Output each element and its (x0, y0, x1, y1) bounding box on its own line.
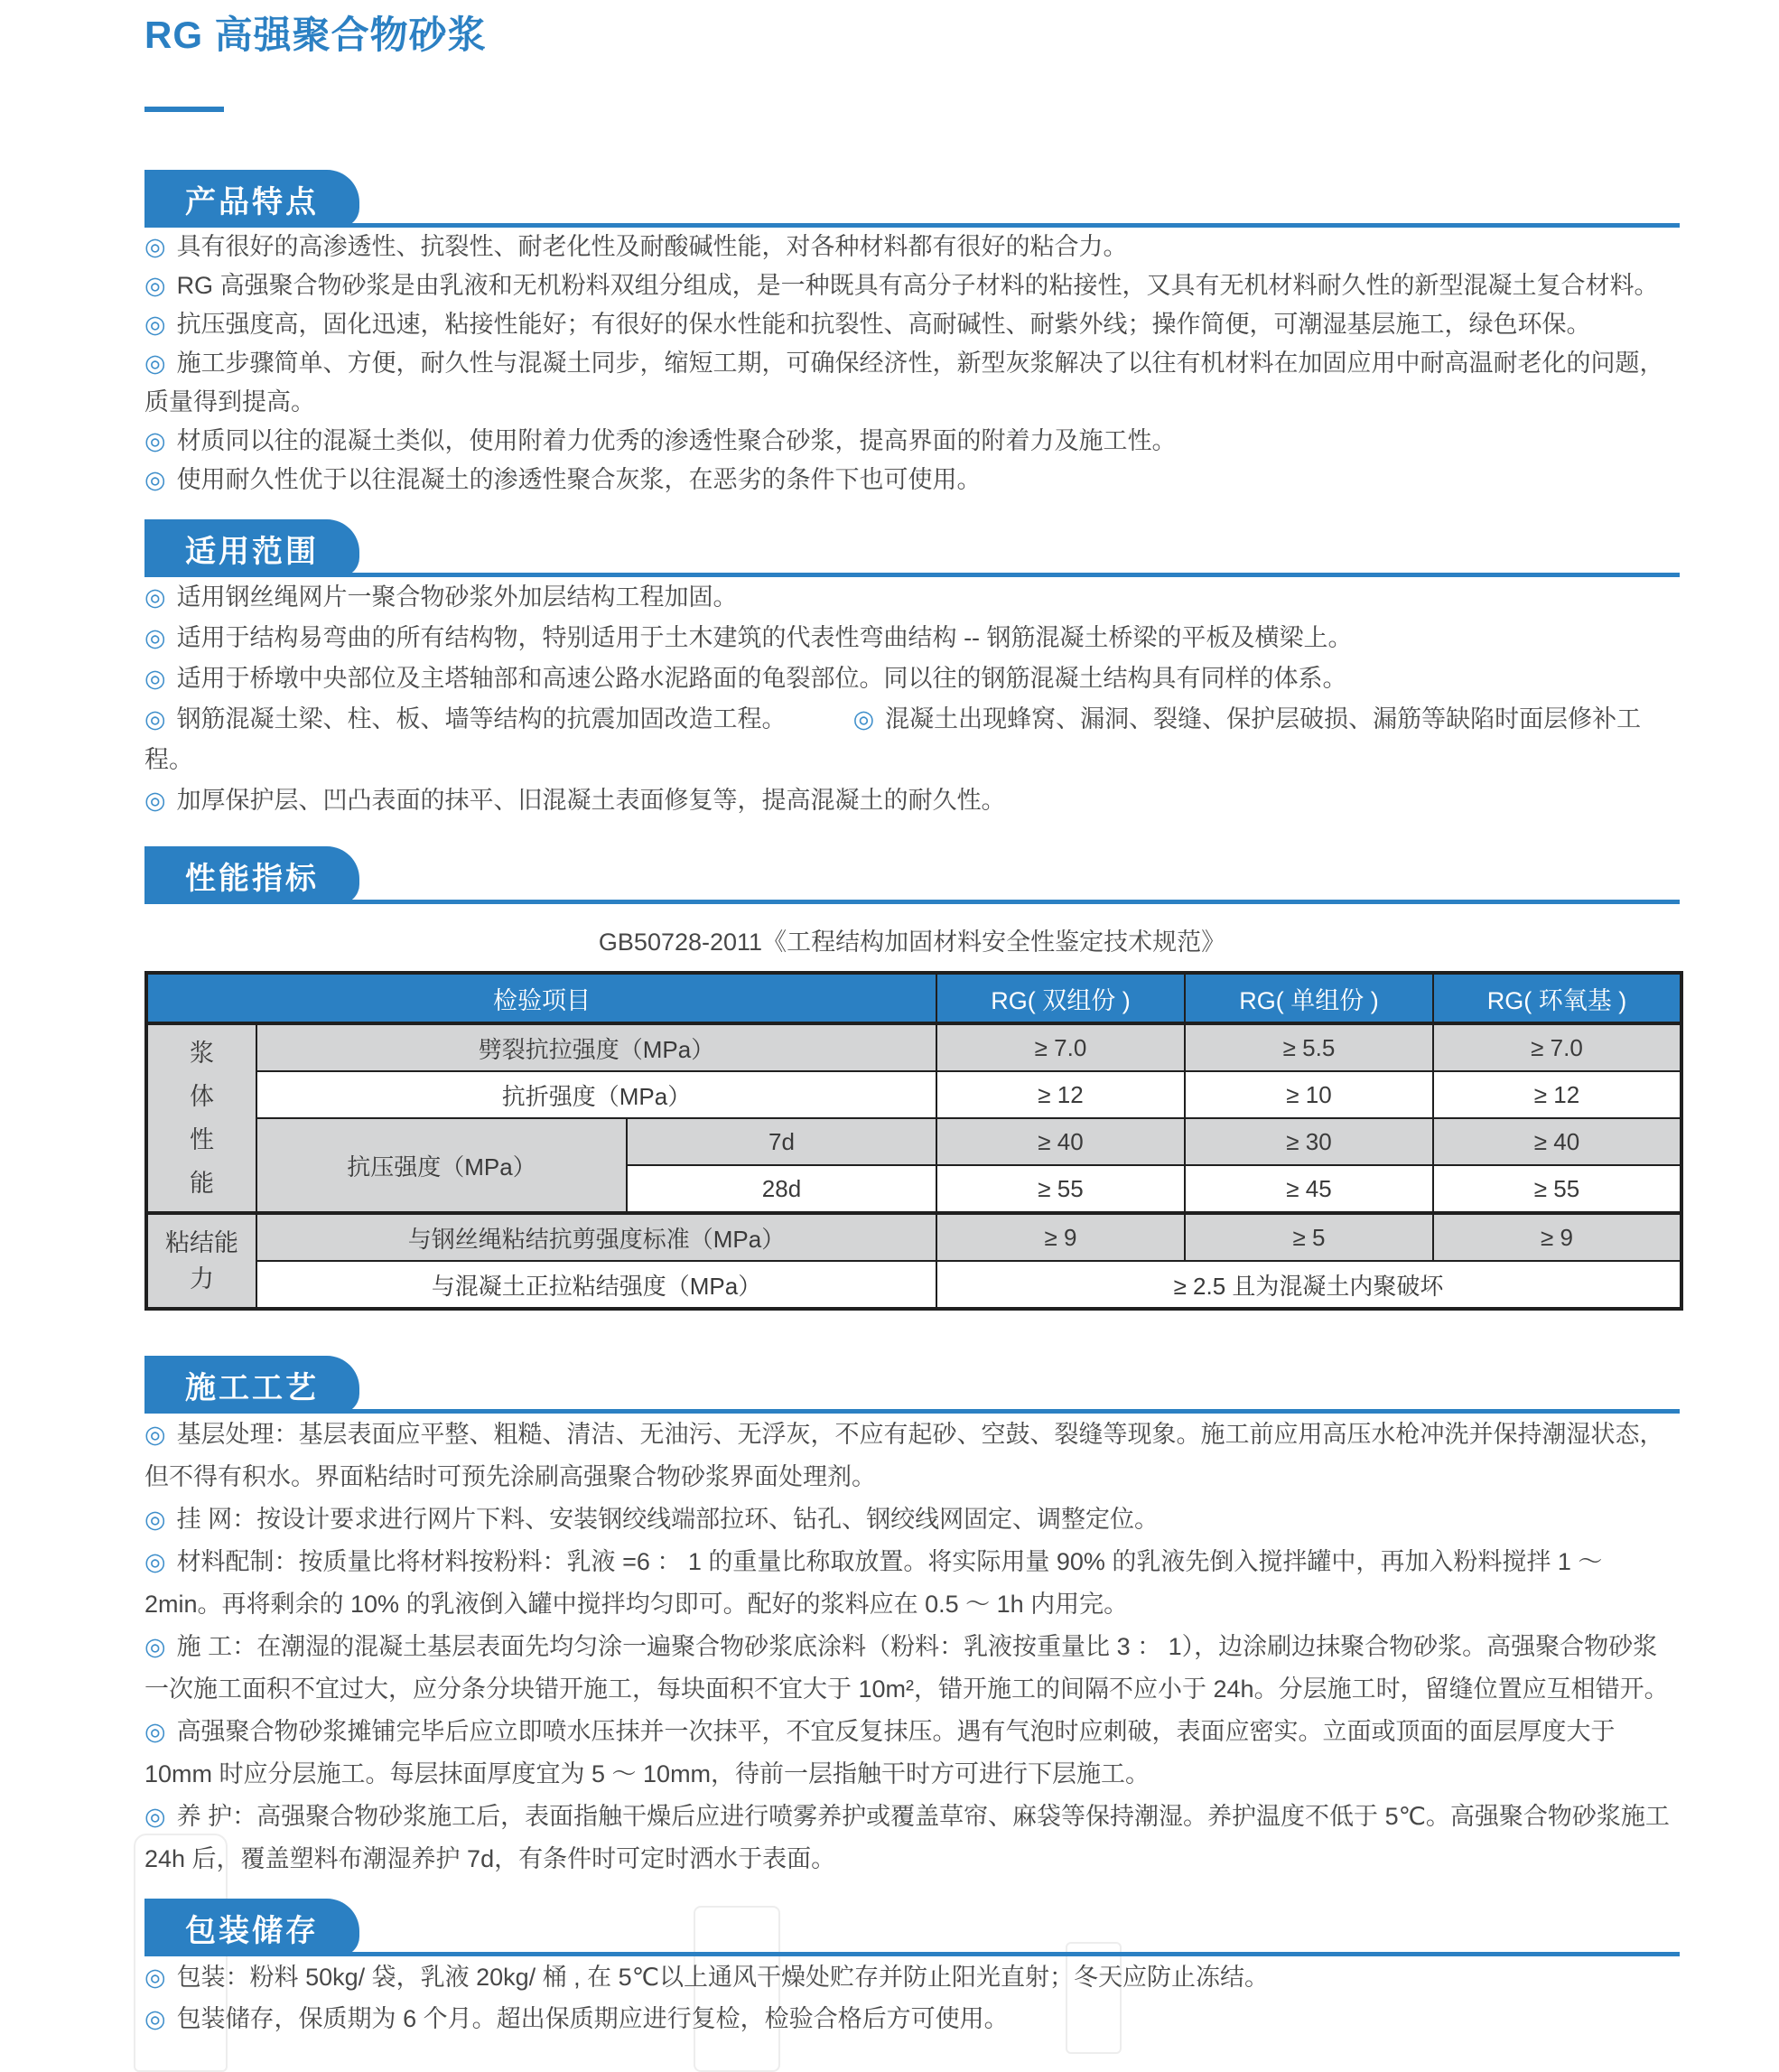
list-item (144, 266, 1680, 305)
item-cell: 与钢丝绳粘结抗剪强度标准（MPa） (256, 1213, 936, 1261)
bullet-text: 包装储存，保质期为 6 个月。超出保质期应进行复检，检验合格后方可使用。 (176, 2005, 1009, 2032)
section-scope (144, 519, 1680, 821)
bullet-text: 施 工：在潮湿的混凝土基层表面先均匀涂一遍聚合物砂浆底涂料（粉料：乳液按重量比 3 ： 1），边涂刷边抹聚合物砂浆。高强聚合物砂浆一次施工面积不宜过大，应分条分块错开施工，每块面积不宜大于 10m²，错开施工的间隔不应小于 24h。分层施工时，留缝位置应互相错开。 (144, 1633, 1669, 1703)
bullet-text: 材质同以往的混凝土类似，使用附着力优秀的渗透性聚合砂浆，提高界面的附着力及施工性。 (176, 427, 1177, 454)
list-item (144, 1498, 1680, 1541)
list-item (144, 699, 1680, 780)
list-item (144, 658, 1680, 699)
value-cell: ≥ 5 (1185, 1213, 1433, 1261)
section-header (144, 1356, 1680, 1414)
item-cell: 与混凝土正拉粘结强度（MPa） (256, 1261, 936, 1309)
list-item (144, 1414, 1680, 1498)
bullet-icon: ◎ (144, 1506, 166, 1533)
section-rule (144, 573, 1680, 577)
table-caption: GB50728-2011《工程结构加固材料安全性鉴定技术规范》 (598, 929, 1226, 956)
bullet-text: 养 护：高强聚合物砂浆施工后，表面指触干燥后应进行喷雾养护或覆盖草帘、麻袋等保持潮湿。养护温度不低于 5℃。高强聚合物砂浆施工 24h 后，覆盖塑料布潮湿养护 7d，有条件时可定时洒水于表面。 (144, 1803, 1670, 1872)
table-row (146, 1023, 1681, 1071)
list-item (144, 305, 1680, 344)
page-title: RG 高强聚合物砂浆 (144, 14, 487, 56)
list-item (144, 1998, 1680, 2039)
subitem-cell: 28d (627, 1165, 936, 1213)
value-cell: ≥ 7.0 (936, 1023, 1185, 1071)
value-cell: ≥ 55 (936, 1165, 1185, 1213)
section-tab-performance: 性能指标 (144, 846, 359, 904)
item-cell: 抗压强度（MPa） (256, 1118, 627, 1213)
bullet-icon: ◎ (144, 665, 166, 692)
list-item (144, 1541, 1680, 1626)
value-cell: ≥ 30 (1185, 1118, 1433, 1165)
section-header (144, 170, 1680, 228)
table-row (146, 1213, 1681, 1261)
bullet-text: 适用于结构易弯曲的所有结构物，特别适用于土木建筑的代表性弯曲结构 -- 钢筋混凝土桥梁的平板及横梁上。 (176, 624, 1353, 651)
section-header (144, 846, 1680, 904)
bullet-text: 施工步骤简单、方便，耐久性与混凝土同步，缩短工期，可确保经济性，新型灰浆解决了以往有机材料在加固应用中耐高温耐老化的问题，质量得到提高。 (144, 350, 1664, 415)
bullet-text: 基层处理：基层表面应平整、粗糙、清洁、无油污、无浮灰，不应有起砂、空鼓、裂缝等现象。施工前应用高压水枪冲洗并保持潮湿状态，但不得有积水。界面粘结时可预先涂刷高强聚合物砂浆界面处理剂。 (144, 1421, 1664, 1490)
bullet-text: RG 高强聚合物砂浆是由乳液和无机粉料双组分组成，是一种既具有高分子材料的粘接性，又具有无机材料耐久性的新型混凝土复合材料。 (176, 272, 1659, 299)
value-cell: ≥ 12 (1433, 1071, 1681, 1118)
list-item (144, 1956, 1680, 1998)
merged-value-cell: ≥ 2.5 且为混凝土内聚破坏 (936, 1261, 1681, 1309)
bullet-text: 高强聚合物砂浆摊铺完毕后应立即喷水压抹并一次抹平，不宜反复抹压。遇有气泡时应刺破，表面应密实。立面或顶面的面层厚度大于 10mm 时应分层施工。每层抹面厚度宜为 5 ～ 10mm，待前一层指触干时方可进行下层施工。 (144, 1718, 1616, 1787)
value-cell: ≥ 5.5 (1185, 1023, 1433, 1071)
header-cell-rg-double: RG( 双组份 ) (936, 973, 1185, 1023)
list-item (144, 1711, 1680, 1796)
bullet-icon: ◎ (144, 427, 166, 454)
group-cell-bonding (146, 1213, 256, 1309)
bullet-text: 加厚保护层、凹凸表面的抹平、旧混凝土表面修复等，提高混凝土的耐久性。 (176, 787, 1006, 814)
header-cell-item: 检验项目 (146, 973, 936, 1023)
bullet-text: 包装：粉料 50kg/ 袋，乳液 20kg/ 桶 , 在 5℃以上通风干燥处贮存并防止阳光直射；冬天应防止冻结。 (176, 1964, 1270, 1991)
bullet-icon: ◎ (144, 787, 166, 814)
table-row (146, 1118, 1681, 1165)
bullet-text: 具有很好的高渗透性、抗裂性、耐老化性及耐酸碱性能，对各种材料都有很好的粘合力。 (176, 233, 1128, 260)
list-item (144, 422, 1680, 461)
bullet-icon: ◎ (144, 350, 166, 377)
bullet-text: 混凝土出现蜂窝、漏洞、裂缝、保护层破损、漏筋等缺陷时面层修补工程。 (144, 705, 1642, 773)
bullet-icon: ◎ (144, 466, 166, 493)
bullet-text: 抗压强度高，固化迅速，粘接性能好；有很好的保水性能和抗裂性、高耐碱性、耐紫外线；操作简便，可潮湿基层施工，绿色环保。 (176, 311, 1591, 338)
section-features (144, 170, 1680, 499)
bullet-text: 挂 网：按设计要求进行网片下料、安装钢绞线端部拉环、钻孔、钢绞线网固定、调整定位。 (176, 1506, 1160, 1533)
table-header-row (146, 973, 1681, 1023)
construction-list (144, 1414, 1680, 1881)
section-packaging (144, 1899, 1680, 2039)
subitem-cell: 7d (627, 1118, 936, 1165)
value-cell: ≥ 7.0 (1433, 1023, 1681, 1071)
section-header (144, 1899, 1680, 1956)
bullet-icon: ◎ (144, 2005, 166, 2032)
bullet-text: 钢筋混凝土梁、柱、板、墙等结构的抗震加固改造工程。 (176, 705, 787, 733)
bullet-icon: ◎ (144, 583, 166, 611)
section-rule (144, 1409, 1680, 1414)
section-tab-packaging: 包装储存 (144, 1899, 359, 1956)
bullet-text: 材料配制：按质量比将材料按粉料：乳液 =6 ： 1 的重量比称取放置。将实际用量 90% 的乳液先倒入搅拌罐中，再加入粉料搅拌 1 ～ 2min。再将剩余的 10% 的乳液倒入罐中搅拌均匀即可。配好的浆料应在 0.5 ～ 1h 内用完。 (144, 1548, 1603, 1618)
section-construction (144, 1356, 1680, 1881)
list-item (144, 344, 1680, 422)
bullet-icon: ◎ (144, 1964, 166, 1991)
section-performance (144, 846, 1680, 1311)
bullet-icon: ◎ (144, 272, 166, 299)
bullet-icon: ◎ (144, 1633, 166, 1660)
bullet-icon: ◎ (144, 1803, 166, 1830)
bullet-text: 使用耐久性优于以往混凝土的渗透性聚合灰浆，在恶劣的条件下也可使用。 (176, 466, 982, 493)
item-cell: 劈裂抗拉强度（MPa） (256, 1023, 936, 1071)
header-cell-rg-single: RG( 单组份 ) (1185, 973, 1433, 1023)
value-cell: ≥ 10 (1185, 1071, 1433, 1118)
bullet-icon: ◎ (144, 1421, 166, 1448)
header-cell-rg-epoxy: RG( 环氧基 ) (1433, 973, 1681, 1023)
bullet-icon: ◎ (144, 1548, 166, 1575)
performance-table (144, 971, 1683, 1311)
bullet-icon: ◎ (144, 624, 166, 651)
section-tab-scope: 适用范围 (144, 519, 359, 577)
value-cell: ≥ 40 (1433, 1118, 1681, 1165)
section-rule (144, 900, 1680, 904)
value-cell: ≥ 9 (1433, 1213, 1681, 1261)
group-cell-slurry (146, 1023, 256, 1213)
list-item (144, 780, 1680, 821)
bullet-icon: ◎ (144, 705, 166, 733)
group-label: 浆体性能 (190, 1040, 214, 1197)
table-row (146, 1261, 1681, 1309)
bullet-icon: ◎ (144, 1718, 166, 1745)
value-cell: ≥ 55 (1433, 1165, 1681, 1213)
bullet-icon: ◎ (144, 311, 166, 338)
packaging-list (144, 1956, 1680, 2039)
section-tab-features: 产品特点 (144, 170, 359, 228)
list-item (144, 1626, 1680, 1711)
value-cell: ≥ 40 (936, 1118, 1185, 1165)
scope-list (144, 577, 1680, 821)
table-row (146, 1071, 1681, 1118)
section-header (144, 519, 1680, 577)
section-rule (144, 223, 1680, 228)
list-item (144, 461, 1680, 499)
features-list (144, 228, 1680, 499)
section-rule (144, 1952, 1680, 1956)
list-item (144, 1796, 1680, 1881)
bullet-text: 适用钢丝绳网片一聚合物砂浆外加层结构工程加固。 (176, 583, 738, 611)
list-item (144, 228, 1680, 266)
value-cell: ≥ 45 (1185, 1165, 1433, 1213)
item-cell: 抗折强度（MPa） (256, 1071, 936, 1118)
value-cell: ≥ 12 (936, 1071, 1185, 1118)
bullet-icon: ◎ (144, 233, 166, 260)
list-item (144, 577, 1680, 618)
bullet-icon: ◎ (852, 705, 875, 733)
bullet-text: 适用于桥墩中央部位及主塔轴部和高速公路水泥路面的龟裂部位。同以往的钢筋混凝土结构具有同样的体系。 (176, 665, 1347, 692)
value-cell: ≥ 9 (936, 1213, 1185, 1261)
group-label: 粘结能力 (165, 1229, 238, 1293)
section-tab-construction: 施工工艺 (144, 1356, 359, 1414)
title-underline (144, 107, 224, 112)
list-item (144, 618, 1680, 658)
